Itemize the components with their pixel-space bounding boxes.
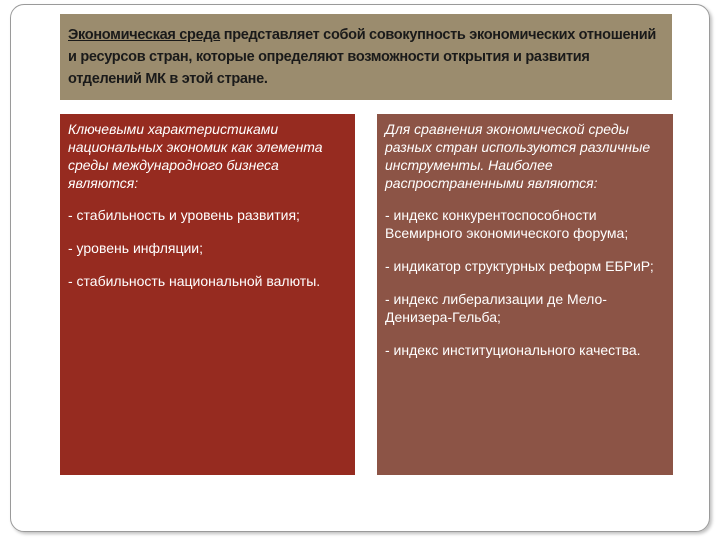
definition-term: Экономическая среда [68, 27, 221, 43]
instruments-column [377, 114, 673, 475]
list-item: - уровень инфляции; [68, 240, 204, 256]
list-item: - индекс конкурентоспособности Всемирного экономического форума; [385, 207, 629, 241]
instruments-intro: Для сравнения экономической среды разных стран используются различные инструменты. Наиболее распространенными являются: [385, 121, 651, 191]
characteristics-column [60, 114, 355, 475]
definition-box [60, 14, 672, 100]
list-item: - стабильность национальной валюты. [68, 273, 321, 289]
list-item: - индикатор структурных реформ ЕБРиР; [385, 258, 654, 274]
characteristics-intro: Ключевыми характеристиками национальных экономик как элемента среды международного бизнеса являются: [68, 121, 323, 191]
list-item: - индекс либерализации де Мело-Денизера-Гельба; [385, 291, 607, 325]
list-item: - индекс институционального качества. [385, 342, 641, 358]
definition-text: представляет собой совокупность экономических отношений и ресурсов стран, которые определяют возможности открытия и развития отделений МК в этой стране. [68, 27, 656, 87]
list-item: - стабильность и уровень развития; [68, 207, 300, 223]
